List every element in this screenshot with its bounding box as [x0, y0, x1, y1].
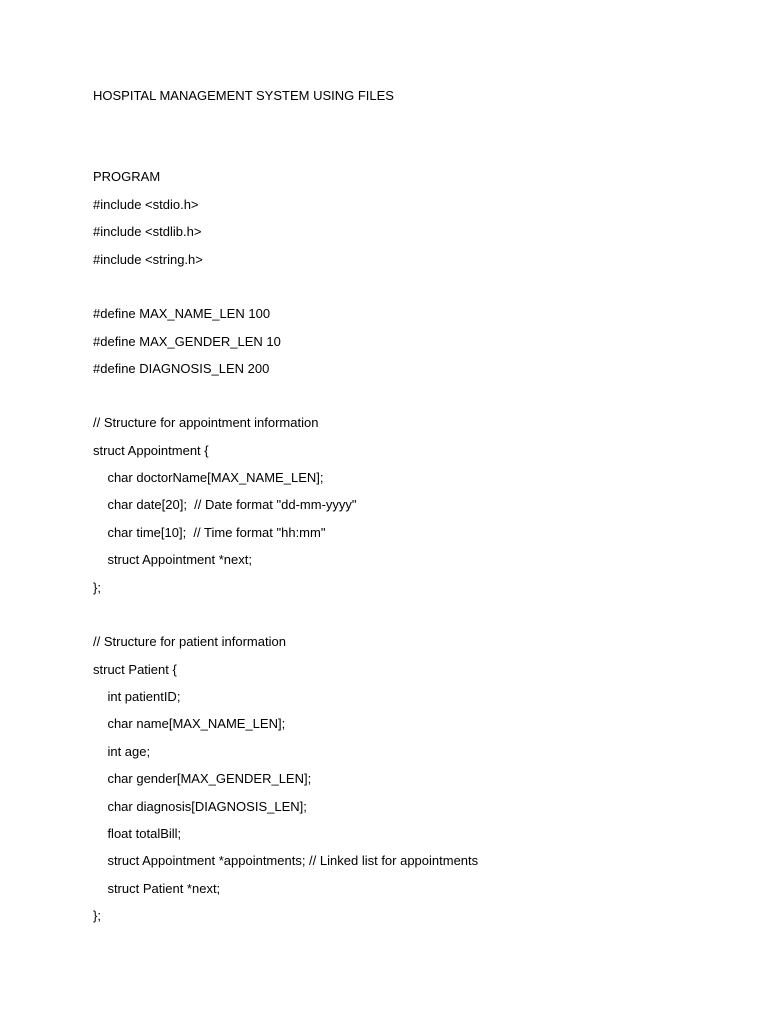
code-line: struct Appointment { — [93, 443, 209, 458]
code-line: #include <stdio.h> — [93, 197, 199, 212]
code-comment: // Structure for patient information — [93, 634, 286, 649]
code-line: struct Appointment *appointments; // Linked list for appointments — [93, 853, 479, 868]
code-line: int age; — [93, 744, 151, 759]
code-comment: // Structure for appointment information — [93, 415, 319, 430]
code-line: char date[20]; // Date format "dd-mm-yyyy" — [93, 497, 357, 512]
code-line: float totalBill; — [93, 826, 182, 841]
code-line: struct Patient { — [93, 662, 177, 677]
section-heading: PROGRAM — [93, 169, 161, 184]
code-line: #define MAX_GENDER_LEN 10 — [93, 334, 281, 349]
code-line: char diagnosis[DIAGNOSIS_LEN]; — [93, 799, 307, 814]
code-line: struct Patient *next; — [93, 881, 221, 896]
code-line: char name[MAX_NAME_LEN]; — [93, 716, 286, 731]
code-line: char doctorName[MAX_NAME_LEN]; — [93, 470, 324, 485]
code-line: int patientID; — [93, 689, 181, 704]
code-line: #include <stdlib.h> — [93, 224, 202, 239]
code-line: #define MAX_NAME_LEN 100 — [93, 306, 271, 321]
code-line: #include <string.h> — [93, 252, 203, 267]
code-line: }; — [93, 580, 101, 595]
document-title: HOSPITAL MANAGEMENT SYSTEM USING FILES — [93, 88, 394, 103]
code-line: }; — [93, 908, 101, 923]
code-line: char time[10]; // Time format "hh:mm" — [93, 525, 326, 540]
code-line: #define DIAGNOSIS_LEN 200 — [93, 361, 270, 376]
code-line: struct Appointment *next; — [93, 552, 252, 567]
code-line: char gender[MAX_GENDER_LEN]; — [93, 771, 312, 786]
